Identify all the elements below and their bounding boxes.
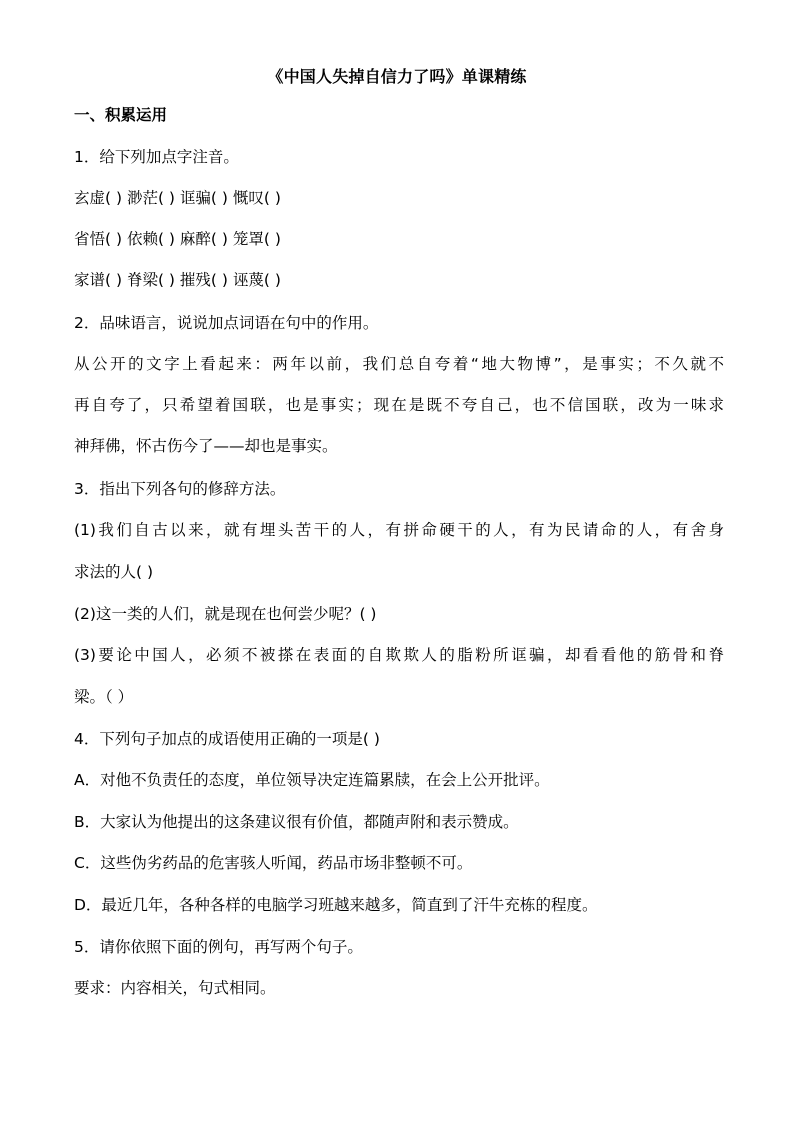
question-5-requirement: 要求：内容相关，句式相同。 bbox=[74, 979, 276, 997]
question-1-prompt: 1．给下列加点字注音。 bbox=[74, 148, 239, 166]
question-1-row-2: 省悟( ) 依赖( ) 麻醉( ) 笼罩( ) bbox=[74, 230, 281, 248]
question-4-option-c: C．这些伪劣药品的危害骇人听闻，药品市场非整顿不可。 bbox=[74, 854, 473, 872]
question-2-passage-line-3: 神拜佛，怀古伤今了——却也是事实。 bbox=[74, 437, 338, 455]
question-1-row-1: 玄虚( ) 渺茫( ) 诓骗( ) 慨叹( ) bbox=[74, 189, 281, 207]
question-3-item-3-line-2: 梁。（ ） bbox=[74, 688, 134, 706]
question-2-prompt: 2．品味语言，说说加点词语在句中的作用。 bbox=[74, 314, 379, 332]
page-title: 《中国人失掉自信力了吗》单课精练 bbox=[267, 67, 527, 86]
question-1-row-3: 家谱( ) 脊梁( ) 摧残( ) 诬蔑( ) bbox=[74, 271, 281, 289]
question-2-passage-line-1: 从公开的文字上看起来：两年以前，我们总自夸着“地大物博”，是事实；不久就不 bbox=[74, 355, 724, 373]
question-4-option-b: B．大家认为他提出的这条建议很有价值，都随声附和表示赞成。 bbox=[74, 813, 519, 831]
section-heading-accumulation: 一、积累运用 bbox=[74, 106, 168, 124]
question-2-passage-line-2: 再自夸了，只希望着国联，也是事实；现在是既不夸自己，也不信国联，改为一味求 bbox=[74, 396, 724, 414]
question-3-prompt: 3．指出下列各句的修辞方法。 bbox=[74, 480, 286, 498]
question-4-option-a: A．对他不负责任的态度，单位领导决定连篇累牍，在会上公开批评。 bbox=[74, 771, 550, 789]
question-3-item-2: (2)这一类的人们，就是现在也何尝少呢？( ) bbox=[74, 605, 377, 623]
question-4-option-d: D．最近几年，各种各样的电脑学习班越来越多，简直到了汗牛充栋的程度。 bbox=[74, 896, 598, 914]
question-3-item-1-line-2: 求法的人( ) bbox=[74, 563, 154, 581]
question-5-prompt: 5．请你依照下面的例句，再写两个句子。 bbox=[74, 938, 363, 956]
question-3-item-3-line-1: (3)要论中国人，必须不被搽在表面的自欺欺人的脂粉所诓骗，却看看他的筋骨和脊 bbox=[74, 646, 724, 664]
question-4-prompt: 4．下列句子加点的成语使用正确的一项是( ) bbox=[74, 730, 380, 748]
question-3-item-1-line-1: (1)我们自古以来，就有埋头苦干的人，有拼命硬干的人，有为民请命的人，有舍身 bbox=[74, 521, 724, 539]
